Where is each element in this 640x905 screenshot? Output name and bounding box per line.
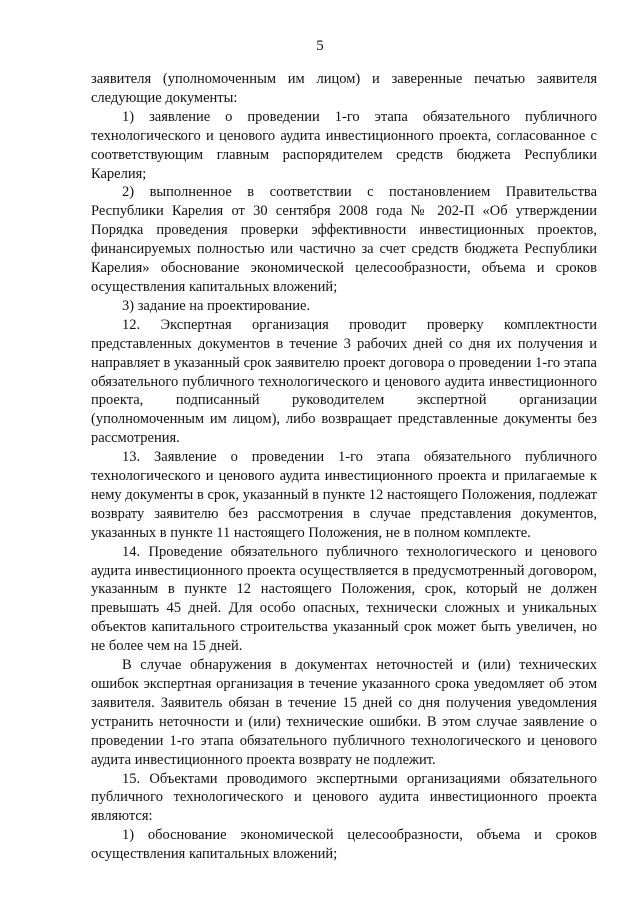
page-number: 5 [316,38,324,54]
clause-15-item-1: 1) обоснование экономической целесообразности, объема и сроков осуществления капитальных вложений; [91,827,597,863]
clause-14-errors-paragraph: В случае обнаружения в документах неточностей и (или) технических ошибок экспертная организация в течение указанного срока уведомляет об этом заявителя. Заявитель обязан в течение 15 дней со дня получения уведомления устранить неточности и (или) технические ошибки. В этом случае заявление о проведении 1-го этапа обязательного публичного технологического и ценового аудита инвестиционного проекта возврату не подлежит. [91,657,597,768]
list-item-design-assignment: 3) задание на проектирование. [122,297,311,314]
clause-12: 12. Экспертная организация проводит проверку комплектности представленных документов в течение 3 рабочих дней со дня их получения и направляет в указанный срок заявителю проект договора о проведении 1-го этапа обязательного публичного технологического и ценового аудита инвестиционного проекта, подписанный руководителем экспертной организации (уполномоченным им лицом), либо возвращает представленные документы без рассмотрения. [91,316,597,447]
clause-14: 14. Проведение обязательного публичного технологического и ценового аудита инвестиционного проекта осуществляется в предусмотренный договором, указанным в пункте 12 настоящего Положения, срок, который не должен превышать 45 дней. Для особо опасных, технически сложных и уникальных объектов капитального строительства указанный срок может быть увеличен, но не более чем на 15 дней. [91,543,597,655]
list-item-economic-justification: 2) выполненное в соответствии с постановлением Правительства Республики Карелия от 30 сентября 2008 года № 202-П «Об утверждении Порядка проведения проверки эффективности инвестиционных проектов, финансируемых полностью или частично за счет средств бюджета Республики Карелия» обоснование экономической целесообразности, объема и сроков осуществления капитальных вложений; [91,184,597,295]
clause-13: 13. Заявление о проведении 1-го этапа обязательного публичного технологического и ценового аудита инвестиционного проекта и прилагаемые к нему документы в срок, указанный в пункте 12 настоящего Положения, подлежат возврату заявителю без рассмотрения в случае представления документов, указанных в пункте 11 настоящего Положения, не в полном комплекте. [91,449,597,541]
clause-15: 15. Объектами проводимого экспертными организациями обязательного публичного технологического и ценового аудита инвестиционного проекта являются: [91,770,597,825]
list-item-application: 1) заявление о проведении 1-го этапа обязательного публичного технологического и ценового аудита инвестиционного проекта, согласованное с соответствующим главным распорядителем средств бюджета Республики Карелия; [91,108,597,182]
document-body [91,70,597,864]
paragraph-continuation: заявителя (уполномоченным им лицом) и заверенные печатью заявителя следующие документы: [91,71,597,106]
